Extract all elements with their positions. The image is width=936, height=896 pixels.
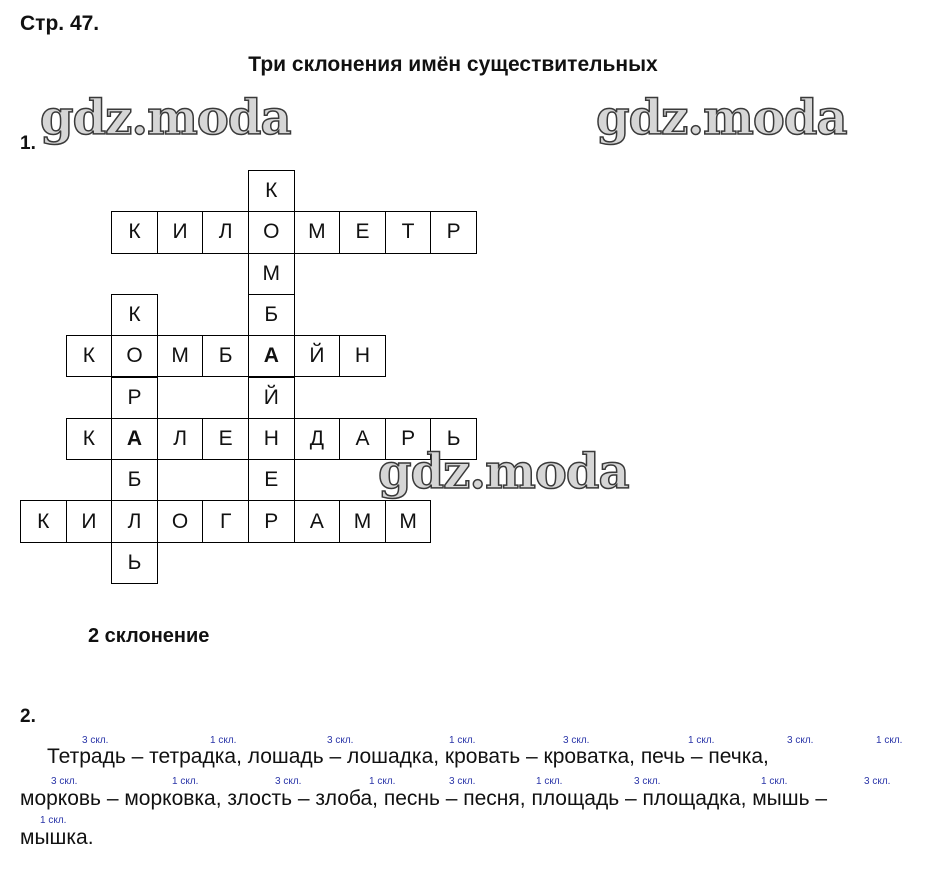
crossword-cell: М: [157, 335, 204, 377]
exercise-line: Тетрадь – тетрадка, лошадь – лошадка, кровать – кроватка, печь – печка,: [47, 745, 769, 768]
crossword-cell: К: [66, 418, 113, 460]
declension-note: 3 скл.: [327, 735, 354, 746]
watermark-logo: gdz.moda: [40, 90, 291, 146]
crossword-cell: К: [111, 294, 158, 336]
declension-note: 3 скл.: [787, 735, 814, 746]
crossword-cell: Л: [202, 211, 249, 253]
declension-note: 3 скл.: [51, 776, 78, 787]
crossword-cell: Б: [202, 335, 249, 377]
declension-note: 1 скл.: [876, 735, 903, 746]
crossword-cell: И: [66, 500, 113, 542]
crossword-cell: Б: [248, 294, 295, 336]
crossword-cell: Е: [202, 418, 249, 460]
crossword-cell: О: [248, 211, 295, 253]
declension-note: 3 скл.: [634, 776, 661, 787]
crossword-cell: И: [157, 211, 204, 253]
section-number: 2.: [20, 706, 36, 727]
crossword-cell: М: [248, 253, 295, 295]
crossword-cell: К: [66, 335, 113, 377]
declension-note: 3 скл.: [82, 735, 109, 746]
crossword-cell: Б: [111, 459, 158, 501]
crossword-cell: Л: [111, 500, 158, 542]
declension-note: 1 скл.: [369, 776, 396, 787]
declension-note: 1 скл.: [449, 735, 476, 746]
page-title: Три склонения имён существительных: [248, 53, 658, 76]
crossword-cell: Р: [111, 377, 158, 419]
watermark-logo: gdz.moda: [596, 90, 847, 146]
crossword-answer: 2 склонение: [88, 625, 210, 647]
watermark-logo: gdz.moda: [378, 444, 629, 500]
declension-note: 1 скл.: [688, 735, 715, 746]
crossword-cell: К: [20, 500, 67, 542]
crossword-cell: Н: [248, 418, 295, 460]
page-number: Стр. 47.: [20, 12, 100, 35]
crossword-cell: А: [111, 418, 158, 460]
declension-note: 1 скл.: [210, 735, 237, 746]
crossword-cell: Р: [430, 211, 477, 253]
declension-note: 3 скл.: [275, 776, 302, 787]
crossword-cell: О: [157, 500, 204, 542]
crossword-cell: А: [248, 335, 295, 377]
crossword-cell: М: [294, 211, 341, 253]
exercise-line: мышка.: [20, 826, 94, 849]
declension-note: 1 скл.: [536, 776, 563, 787]
crossword-cell: Д: [294, 418, 341, 460]
declension-note: 3 скл.: [563, 735, 590, 746]
crossword-cell: М: [339, 500, 386, 542]
crossword-cell: А: [339, 418, 386, 460]
declension-note: 1 скл.: [40, 815, 67, 826]
crossword-cell: Р: [385, 418, 432, 460]
crossword-cell: Г: [202, 500, 249, 542]
crossword-cell: Й: [294, 335, 341, 377]
crossword-cell: Е: [339, 211, 386, 253]
crossword-cell: Й: [248, 377, 295, 419]
crossword-cell: Ь: [111, 542, 158, 584]
crossword-cell: Р: [248, 500, 295, 542]
crossword-cell: А: [294, 500, 341, 542]
crossword-cell: К: [111, 211, 158, 253]
declension-note: 1 скл.: [761, 776, 788, 787]
crossword-cell: Т: [385, 211, 432, 253]
crossword-cell: К: [248, 170, 295, 212]
section-number: 1.: [20, 133, 36, 154]
crossword-cell: Л: [157, 418, 204, 460]
declension-note: 3 скл.: [864, 776, 891, 787]
crossword-cell: Н: [339, 335, 386, 377]
declension-note: 3 скл.: [449, 776, 476, 787]
exercise-line: морковь – морковка, злость – злоба, песнь – песня, площадь – площадка, мышь –: [20, 787, 828, 810]
crossword-cell: М: [385, 500, 432, 542]
crossword-cell: Ь: [430, 418, 477, 460]
crossword-cell: Е: [248, 459, 295, 501]
crossword-cell: О: [111, 335, 158, 377]
declension-note: 1 скл.: [172, 776, 199, 787]
